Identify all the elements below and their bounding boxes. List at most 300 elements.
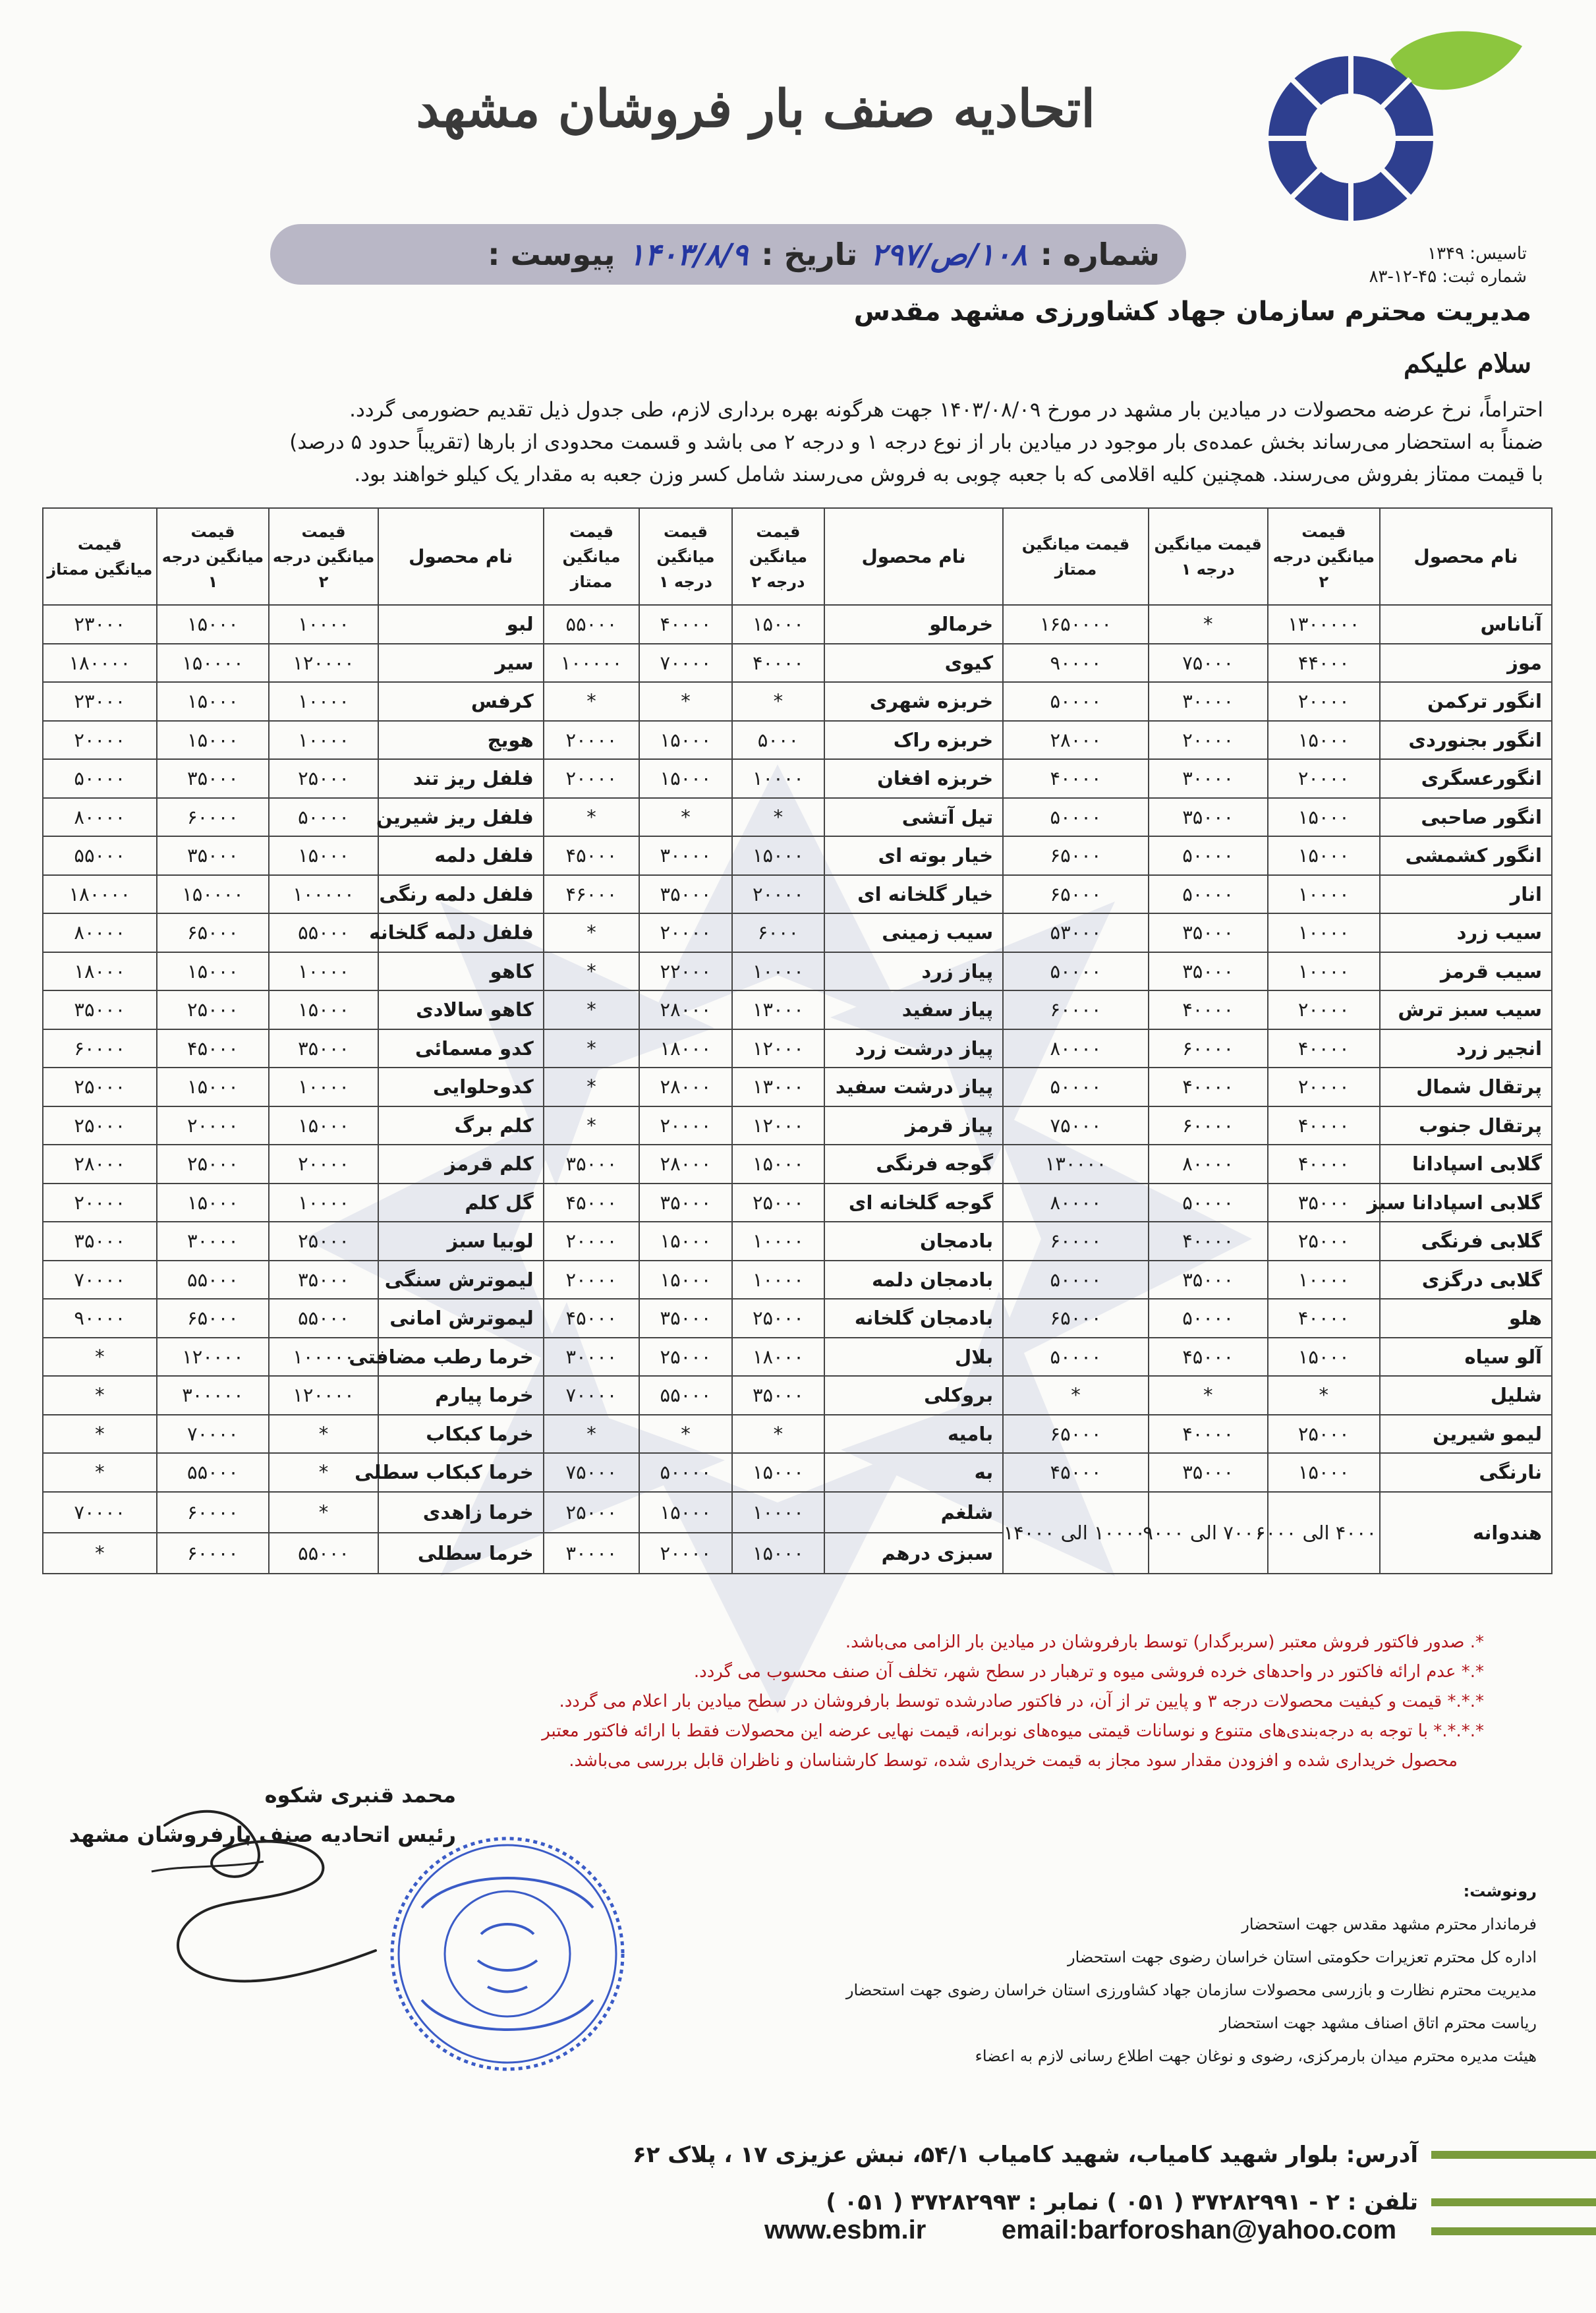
price-grade1: ۲۸۰۰۰ <box>639 1068 731 1106</box>
product-name: خربزه شهری <box>824 682 1003 721</box>
product-name: انگور بجنوردی <box>1380 721 1552 760</box>
letter-body <box>47 394 1543 491</box>
product-name: هویج <box>378 721 544 760</box>
price-grade2: ۲۵۰۰۰ <box>732 1299 824 1338</box>
product-name: خیار بوته ای <box>824 836 1003 875</box>
product-name: سیب زرد <box>1380 913 1552 952</box>
recipient: مدیریت محترم سازمان جهاد کشاورزی مشهد مقدس <box>853 297 1531 327</box>
price-premium: ۴۵۰۰۰ <box>1003 1453 1149 1492</box>
price-grade1: ۵۵۰۰۰ <box>157 1261 270 1299</box>
product-name: کرفس <box>378 682 544 721</box>
table-row <box>43 1453 1552 1492</box>
price-grade1: ۲۰۰۰۰ <box>639 913 731 952</box>
footer-address: آدرس: بلوار شهید کامیاب، شهید کامیاب ۵۴/۱، نبش عزیزی ۱۷ ، پلاک ۶۲ <box>632 2142 1418 2168</box>
table-row <box>43 913 1552 952</box>
price-premium: ۱۰۰۰۰۰ <box>544 644 640 683</box>
price-grade1: ۲۰۰۰۰ <box>157 1106 270 1145</box>
table-row <box>43 1222 1552 1261</box>
price-premium: * <box>1003 1376 1149 1415</box>
price-grade1: * <box>639 798 731 837</box>
price-premium: ۲۸۰۰۰ <box>43 1145 157 1184</box>
price-grade1: ۴۰۰۰۰ <box>1149 1415 1268 1454</box>
price-grade2: ۱۰۰۰۰ <box>269 682 378 721</box>
price-grade2: ۱۵۰۰۰ <box>732 1145 824 1184</box>
table-row <box>43 1184 1552 1222</box>
price-premium: ۶۰۰۰۰ <box>1003 1222 1149 1261</box>
price-grade2: ۱۵۰۰۰ <box>732 605 824 644</box>
price-grade1: * <box>1149 605 1268 644</box>
product-name: گوجه گلخانه ای <box>824 1184 1003 1222</box>
price-premium: * <box>544 1106 640 1145</box>
price-grade2: ۱۰۰۰۰ <box>269 1068 378 1106</box>
price-premium: ۵۵۰۰۰ <box>43 836 157 875</box>
table-row <box>43 1106 1552 1145</box>
price-premium: ۳۰۰۰۰ <box>544 1338 640 1377</box>
price-grade2: * <box>732 1415 824 1454</box>
price-premium: ۴۰۰۰۰ <box>1003 759 1149 798</box>
price-grade1: ۶۵۰۰۰ <box>157 1299 270 1338</box>
header-grade1: قیمت میانگین درجه ۱ <box>639 508 731 605</box>
price-grade2: ۱۰۰۰۰ <box>732 1261 824 1299</box>
price-grade2: ۱۳۰۰۰ <box>732 990 824 1029</box>
product-name: فلفل ریز شیرین <box>378 798 544 837</box>
header-grade1: قیمت میانگین درجه ۱ <box>157 508 270 605</box>
price-grade2: * <box>732 682 824 721</box>
price-grade1: ۱۵۰۰۰ <box>157 952 270 991</box>
price-premium: ۳۰۰۰۰ <box>544 1533 640 1574</box>
copy-item: هیئت مدیره محترم میدان بارمرکزی، رضوی و نوغان جهت اطلاع رسانی لازم به اعضاء <box>975 2047 1537 2065</box>
price-premium: * <box>544 798 640 837</box>
price-grade1: ۶۰۰۰۰ <box>157 1492 270 1533</box>
product-name: بروکلی <box>824 1376 1003 1415</box>
number-value: ۱۰۸/ص/۲۹۷ <box>870 237 1027 272</box>
union-logo <box>1265 20 1542 237</box>
header-name: نام محصول <box>378 508 544 605</box>
price-grade2: ۱۵۰۰۰ <box>732 1453 824 1492</box>
footer-bar <box>1431 2198 1596 2206</box>
number-label: شماره : <box>1040 237 1160 272</box>
footer-bar <box>1431 2227 1596 2235</box>
price-grade2: * <box>269 1492 378 1533</box>
price-grade2: ۲۵۰۰۰ <box>1268 1222 1381 1261</box>
header-grade2: قیمت میانگین درجه ۲ <box>1268 508 1381 605</box>
price-premium: ۲۳۰۰۰ <box>43 605 157 644</box>
price-premium: ۴۵۰۰۰ <box>544 836 640 875</box>
header-name: نام محصول <box>1380 508 1552 605</box>
price-premium: ۵۳۰۰۰ <box>1003 913 1149 952</box>
founded-year: تاسیس: ۱۳۴۹ <box>1427 244 1527 264</box>
copies-heading: رونوشت: <box>1463 1882 1537 1900</box>
price-premium: * <box>544 990 640 1029</box>
price-grade2: * <box>1268 1376 1381 1415</box>
price-grade2: ۵۰۰۰ <box>732 721 824 760</box>
price-grade2: ۳۵۰۰۰ <box>1268 1184 1381 1222</box>
price-premium: ۷۵۰۰۰ <box>544 1453 640 1492</box>
product-name: کلم قرمز <box>378 1145 544 1184</box>
price-premium: ۶۵۰۰۰ <box>1003 1299 1149 1338</box>
footnotes <box>34 1628 1484 1776</box>
price-grade2: ۴۰۰۰۰ <box>732 644 824 683</box>
product-name: انجیر زرد <box>1380 1029 1552 1068</box>
price-grade2: ۱۵۰۰۰ <box>1268 1453 1381 1492</box>
product-name: کاهو سالادی <box>378 990 544 1029</box>
footnote: *. صدور فاکتور فروش معتبر (سربرگدار) توسط بارفروشان در میادین بار الزامی می‌باشد. <box>845 1632 1484 1652</box>
price-grade1: ۱۵۰۰۰۰ <box>157 644 270 683</box>
product-name: خرمالو <box>824 605 1003 644</box>
product-name: کاهو <box>378 952 544 991</box>
price-premium: ۳۵۰۰۰ <box>43 990 157 1029</box>
table-row <box>43 1415 1552 1454</box>
price-grade2: ۱۵۰۰۰ <box>1268 798 1381 837</box>
price-grade2: ۲۰۰۰۰ <box>269 1145 378 1184</box>
product-name: لیموترش امانی <box>378 1299 544 1338</box>
price-premium: ۱۰۰۰۰ الی ۱۴۰۰۰ <box>1003 1492 1149 1574</box>
price-grade2: ۳۵۰۰۰ <box>269 1261 378 1299</box>
product-name: انگور صاحبی <box>1380 798 1552 837</box>
price-grade2: ۱۵۰۰۰ <box>1268 1338 1381 1377</box>
table-row <box>43 836 1552 875</box>
price-grade1: ۵۰۰۰۰ <box>639 1453 731 1492</box>
copy-item: فرماندار محترم مشهد مقدس جهت استحضار <box>1241 1915 1537 1933</box>
product-name: موز <box>1380 644 1552 683</box>
footer-phones: تلفن : ۲ - ۳۷۲۸۲۹۹۱ ( ۰۵۱ ) نمابر : ۳۷۲۸۲۹۹۳ ( ۰۵۱ ) <box>826 2189 1418 2215</box>
price-grade2: ۱۵۰۰۰ <box>269 990 378 1029</box>
price-grade2: ۱۵۰۰۰ <box>732 1533 824 1574</box>
price-grade2: ۴۰۰۰۰ <box>1268 1106 1381 1145</box>
price-grade2: ۲۵۰۰۰ <box>269 759 378 798</box>
price-grade2: ۱۵۰۰۰ <box>1268 836 1381 875</box>
price-premium: ۶۰۰۰۰ <box>1003 990 1149 1029</box>
price-grade1: ۱۵۰۰۰ <box>157 1068 270 1106</box>
product-name: پیاز درشت سفید <box>824 1068 1003 1106</box>
price-premium: ۲۰۰۰۰ <box>544 1222 640 1261</box>
body-line: با قیمت ممتاز بفروش می‌رسند. همچنین کلیه اقلامی که با جعبه چوبی به فروش می‌رسند شامل کسر وزن جعبه به مقدار یک کیلو خواهند بود. <box>354 463 1543 486</box>
table-row <box>43 759 1552 798</box>
price-grade2: ۱۰۰۰۰ <box>732 759 824 798</box>
table-row <box>43 1029 1552 1068</box>
price-grade2: ۴۰۰۰۰ <box>1268 1145 1381 1184</box>
price-premium: * <box>544 1029 640 1068</box>
price-premium: ۸۰۰۰۰ <box>43 798 157 837</box>
product-name: خیار گلخانه ای <box>824 875 1003 914</box>
price-grade1: ۶۰۰۰۰ <box>157 798 270 837</box>
price-grade2: ۱۲۰۰۰ <box>732 1106 824 1145</box>
price-premium: ۹۰۰۰۰ <box>1003 644 1149 683</box>
footer-bar <box>1431 2151 1596 2159</box>
price-grade1: ۱۵۰۰۰ <box>639 759 731 798</box>
price-grade1: ۱۵۰۰۰ <box>639 1261 731 1299</box>
price-grade1: ۳۵۰۰۰ <box>1149 952 1268 991</box>
product-name: پرتقال شمال <box>1380 1068 1552 1106</box>
price-grade1: ۳۰۰۰۰ <box>157 1222 270 1261</box>
price-grade2: ۱۰۰۰۰ <box>732 1222 824 1261</box>
price-grade2: ۴۰۰۰ الی ۶۰۰۰ <box>1268 1492 1381 1574</box>
price-premium: ۲۰۰۰۰ <box>43 721 157 760</box>
price-premium: ۴۶۰۰۰ <box>544 875 640 914</box>
table-row <box>43 1261 1552 1299</box>
product-name: به <box>824 1453 1003 1492</box>
price-premium: ۲۰۰۰۰ <box>544 1261 640 1299</box>
price-grade1: ۳۵۰۰۰ <box>157 836 270 875</box>
product-name: خرما زاهدی <box>378 1492 544 1533</box>
price-premium: ۴۵۰۰۰ <box>544 1299 640 1338</box>
price-grade1: ۵۵۰۰۰ <box>639 1376 731 1415</box>
price-premium: ۶۵۰۰۰ <box>1003 1415 1149 1454</box>
price-premium: ۷۰۰۰۰ <box>544 1376 640 1415</box>
price-grade2: ۱۰۰۰۰ <box>732 1492 824 1533</box>
price-premium: ۲۵۰۰۰ <box>43 1106 157 1145</box>
product-name: انگور کشمشی <box>1380 836 1552 875</box>
copy-item: مدیریت محترم نظارت و بازرسی محصولات سازمان جهاد کشاورزی استان خراسان رضوی جهت استحضار <box>845 1981 1537 1999</box>
price-grade1: * <box>639 1415 731 1454</box>
official-stamp <box>382 1829 633 2079</box>
price-grade1: ۲۸۰۰۰ <box>639 1145 731 1184</box>
price-grade1: ۵۵۰۰۰ <box>157 1453 270 1492</box>
price-grade1: ۵۰۰۰۰ <box>1149 1184 1268 1222</box>
price-premium: * <box>544 682 640 721</box>
price-grade1: ۳۰۰۰۰۰ <box>157 1376 270 1415</box>
price-grade2: ۱۰۰۰۰ <box>1268 952 1381 991</box>
copies-list <box>614 1875 1537 2072</box>
product-name: سیر <box>378 644 544 683</box>
price-grade1: ۴۰۰۰۰ <box>1149 1222 1268 1261</box>
price-grade1: ۱۵۰۰۰ <box>639 1222 731 1261</box>
greeting: سلام علیکم <box>1404 348 1531 379</box>
price-grade1: ۷۰۰۰۰ <box>157 1415 270 1454</box>
price-grade2: ۱۰۰۰۰۰ <box>269 875 378 914</box>
footnote: *.*.* قیمت و کیفیت محصولات درجه ۳ و پایین تر از آن، در فاکتور صادرشده توسط بارفروشان در سطح میادین بار اعلام می گردد. <box>559 1692 1484 1711</box>
price-grade1: ۳۵۰۰۰ <box>639 875 731 914</box>
table-row <box>43 721 1552 760</box>
header-name: نام محصول <box>824 508 1003 605</box>
price-grade1: ۴۰۰۰۰ <box>1149 990 1268 1029</box>
price-grade2: ۵۵۰۰۰ <box>269 1533 378 1574</box>
product-name: خرما کبکاب سطلی <box>378 1453 544 1492</box>
price-table <box>42 507 1553 1574</box>
price-grade2: ۲۵۰۰۰ <box>269 1222 378 1261</box>
price-grade2: ۵۵۰۰۰ <box>269 913 378 952</box>
price-premium: ۸۰۰۰۰ <box>43 913 157 952</box>
footer-website[interactable]: www.esbm.ir <box>764 2215 926 2244</box>
price-premium: ۵۰۰۰۰ <box>1003 1068 1149 1106</box>
product-name: سیب زمینی <box>824 913 1003 952</box>
product-name: شلغم <box>824 1492 1003 1533</box>
product-name: خربزه راک <box>824 721 1003 760</box>
price-premium: * <box>43 1338 157 1377</box>
product-name: گلابی فرنگی <box>1380 1222 1552 1261</box>
price-grade2: ۱۰۰۰۰ <box>1268 913 1381 952</box>
product-name: هندوانه <box>1380 1492 1552 1574</box>
table-row <box>43 682 1552 721</box>
price-grade2: ۲۰۰۰۰ <box>1268 990 1381 1029</box>
table-row <box>43 1068 1552 1106</box>
price-grade1: ۶۰۰۰۰ <box>1149 1106 1268 1145</box>
product-name: لیموترش سنگی <box>378 1261 544 1299</box>
price-grade2: ۱۲۰۰۰ <box>732 1029 824 1068</box>
price-grade2: ۱۰۰۰۰۰ <box>269 1338 378 1377</box>
price-grade1: ۴۵۰۰۰ <box>1149 1338 1268 1377</box>
price-grade1: ۲۰۰۰۰ <box>1149 721 1268 760</box>
date-value: ۱۴۰۳/۸/۹ <box>628 237 749 272</box>
footnote: *.*.*.* با توجه به درجه‌بندی‌های متنوع و نوسانات قیمتی میوه‌های نوبرانه، قیمت نهایی عرضه این محصولات فقط با ارائه فاکتور معتبر <box>542 1721 1484 1741</box>
footnote: *.* عدم ارائه فاکتور در واحدهای خرده فروشی میوه و ترهبار در سطح شهر، تخلف آن صنف محسوب می گردد. <box>693 1662 1484 1682</box>
price-grade1: ۴۰۰۰۰ <box>639 605 731 644</box>
price-grade2: * <box>269 1415 378 1454</box>
price-premium: * <box>43 1453 157 1492</box>
price-grade2: ۱۰۰۰۰ <box>1268 1261 1381 1299</box>
price-grade1: ۲۸۰۰۰ <box>639 990 731 1029</box>
price-grade1: ۸۰۰۰۰ <box>1149 1145 1268 1184</box>
registration-number: شماره ثبت: ۴۵-۱۲-۸۳ <box>1369 267 1527 287</box>
product-name: سیب قرمز <box>1380 952 1552 991</box>
price-grade1: ۳۵۰۰۰ <box>1149 798 1268 837</box>
price-premium: ۲۸۰۰۰ <box>1003 721 1149 760</box>
price-grade2: ۱۰۰۰۰ <box>1268 875 1381 914</box>
price-premium: ۱۸۰۰۰۰ <box>43 644 157 683</box>
price-grade2: ۱۵۰۰۰ <box>1268 721 1381 760</box>
product-name: گلابی اسپادانا سبز <box>1380 1184 1552 1222</box>
signer-title: رئیس اتحادیه صنف بارفروشان مشهد <box>69 1822 456 1847</box>
table-body <box>43 605 1552 1574</box>
price-grade1: ۳۵۰۰۰ <box>157 759 270 798</box>
price-grade1: ۱۵۰۰۰ <box>639 1492 731 1533</box>
product-name: انار <box>1380 875 1552 914</box>
header-premium: قیمت میانگین ممتاز <box>544 508 640 605</box>
price-premium: ۶۵۰۰۰ <box>1003 875 1149 914</box>
price-premium: ۲۳۰۰۰ <box>43 682 157 721</box>
table-row <box>43 1338 1552 1377</box>
product-name: تیل آتشی <box>824 798 1003 837</box>
price-grade1: * <box>1149 1376 1268 1415</box>
price-premium: ۸۰۰۰۰ <box>1003 1184 1149 1222</box>
product-name: لوبیا سبز <box>378 1222 544 1261</box>
product-name: فلفل دلمه <box>378 836 544 875</box>
price-premium: * <box>544 1415 640 1454</box>
product-name: کدو مسمائی <box>378 1029 544 1068</box>
price-grade2: ۲۰۰۰۰ <box>1268 682 1381 721</box>
product-name: بامیه <box>824 1415 1003 1454</box>
product-name: کدوحلوایی <box>378 1068 544 1106</box>
price-grade1: ۷۰۰۰ الی ۹۰۰۰ <box>1149 1492 1268 1574</box>
price-grade1: ۳۰۰۰۰ <box>639 836 731 875</box>
price-premium: ۸۰۰۰۰ <box>1003 1029 1149 1068</box>
price-premium: ۷۰۰۰۰ <box>43 1261 157 1299</box>
price-grade1: ۵۰۰۰۰ <box>1149 1299 1268 1338</box>
table-row <box>43 1145 1552 1184</box>
product-name: گل کلم <box>378 1184 544 1222</box>
product-name: پیاز سفید <box>824 990 1003 1029</box>
product-name: گلابی اسپادانا <box>1380 1145 1552 1184</box>
price-grade1: ۱۲۰۰۰۰ <box>157 1338 270 1377</box>
price-grade1: ۳۵۰۰۰ <box>1149 1261 1268 1299</box>
product-name: فلفل دلمه رنگی <box>378 875 544 914</box>
table-row <box>43 1492 1552 1533</box>
price-grade1: ۴۵۰۰۰ <box>157 1029 270 1068</box>
price-grade1: ۱۵۰۰۰۰ <box>157 875 270 914</box>
price-grade1: ۲۰۰۰۰ <box>639 1106 731 1145</box>
table-row <box>43 1376 1552 1415</box>
product-name: بلال <box>824 1338 1003 1377</box>
product-name: پیاز قرمز <box>824 1106 1003 1145</box>
product-name: کلم برگ <box>378 1106 544 1145</box>
price-premium: ۵۰۰۰۰ <box>43 759 157 798</box>
header-premium: قیمت میانگین ممتاز <box>1003 508 1149 605</box>
price-grade1: ۱۵۰۰۰ <box>639 721 731 760</box>
product-name: پیاز درشت زرد <box>824 1029 1003 1068</box>
price-premium: ۶۰۰۰۰ <box>43 1029 157 1068</box>
price-grade1: ۷۰۰۰۰ <box>639 644 731 683</box>
product-name: پرتقال جنوب <box>1380 1106 1552 1145</box>
price-grade1: ۳۵۰۰۰ <box>1149 1453 1268 1492</box>
product-name: انگور ترکمن <box>1380 682 1552 721</box>
product-name: پیاز زرد <box>824 952 1003 991</box>
price-grade2: ۵۰۰۰۰ <box>269 798 378 837</box>
product-name: خرما سطلی <box>378 1533 544 1574</box>
price-premium: * <box>43 1533 157 1574</box>
product-name: بادمجان <box>824 1222 1003 1261</box>
price-grade2: ۴۴۰۰۰ <box>1268 644 1381 683</box>
price-premium: ۲۵۰۰۰ <box>544 1492 640 1533</box>
price-grade1: ۲۰۰۰۰ <box>639 1533 731 1574</box>
product-name: انگورعسگری <box>1380 759 1552 798</box>
price-grade1: ۲۵۰۰۰ <box>157 1145 270 1184</box>
price-premium: ۵۰۰۰۰ <box>1003 798 1149 837</box>
header-grade1: قیمت میانگین درجه ۱ <box>1149 508 1268 605</box>
price-grade2: ۵۵۰۰۰ <box>269 1299 378 1338</box>
price-grade2: * <box>732 798 824 837</box>
price-premium: ۱۳۰۰۰۰ <box>1003 1145 1149 1184</box>
product-name: خرما کبکاب <box>378 1415 544 1454</box>
price-grade2: ۲۵۰۰۰ <box>732 1184 824 1222</box>
price-grade2: ۱۵۰۰۰ <box>269 836 378 875</box>
price-grade2: ۴۰۰۰۰ <box>1268 1029 1381 1068</box>
product-name: گلابی درگزی <box>1380 1261 1552 1299</box>
letterhead-title: اتحادیه صنف بار فروشان مشهد <box>416 79 1095 139</box>
body-line: احتراماً، نرخ عرضه محصولات در میادین بار مشهد در مورخ ۱۴۰۳/۰۸/۰۹ جهت هرگونه بهره برداری لازم، طی جدول ذیل تقدیم حضورمی گردد. <box>349 398 1543 422</box>
price-premium: ۱۸۰۰۰ <box>43 952 157 991</box>
header-grade2: قیمت میانگین درجه ۲ <box>269 508 378 605</box>
price-premium: ۵۵۰۰۰ <box>544 605 640 644</box>
price-grade2: ۱۰۰۰۰ <box>269 721 378 760</box>
price-grade2: ۲۰۰۰۰ <box>732 875 824 914</box>
reference-bar <box>270 224 1186 285</box>
price-grade2: ۱۳۰۰۰۰۰ <box>1268 605 1381 644</box>
product-name: لیمو شیرین <box>1380 1415 1552 1454</box>
product-name: آلو سیاه <box>1380 1338 1552 1377</box>
footer-email[interactable]: email:barforoshan@yahoo.com <box>1002 2215 1397 2244</box>
price-grade2: ۱۳۰۰۰ <box>732 1068 824 1106</box>
handwritten-signature <box>125 1773 409 1997</box>
price-grade1: ۲۵۰۰۰ <box>639 1338 731 1377</box>
price-grade2: ۳۵۰۰۰ <box>732 1376 824 1415</box>
price-premium: ۴۵۰۰۰ <box>544 1184 640 1222</box>
price-premium: ۷۵۰۰۰ <box>1003 1106 1149 1145</box>
price-premium: ۳۵۰۰۰ <box>43 1222 157 1261</box>
price-grade2: ۱۰۰۰۰ <box>732 952 824 991</box>
price-premium: * <box>544 1068 640 1106</box>
price-grade2: * <box>269 1453 378 1492</box>
price-premium: ۲۵۰۰۰ <box>43 1068 157 1106</box>
footnote: محصول خریداری شده و افزودن مقدار سود مجاز به قیمت خریداری شده، توسط کارشناسان و ناظران قابل بررسی می‌باشد. <box>569 1751 1458 1771</box>
table-row <box>43 798 1552 837</box>
price-grade2: ۱۲۰۰۰۰ <box>269 644 378 683</box>
price-premium: ۲۰۰۰۰ <box>544 721 640 760</box>
price-premium: * <box>43 1376 157 1415</box>
price-grade1: ۵۰۰۰۰ <box>1149 875 1268 914</box>
price-grade1: ۳۵۰۰۰ <box>639 1299 731 1338</box>
attachment-label: پیوست : <box>488 237 615 272</box>
product-name: سبزی درهم <box>824 1533 1003 1574</box>
